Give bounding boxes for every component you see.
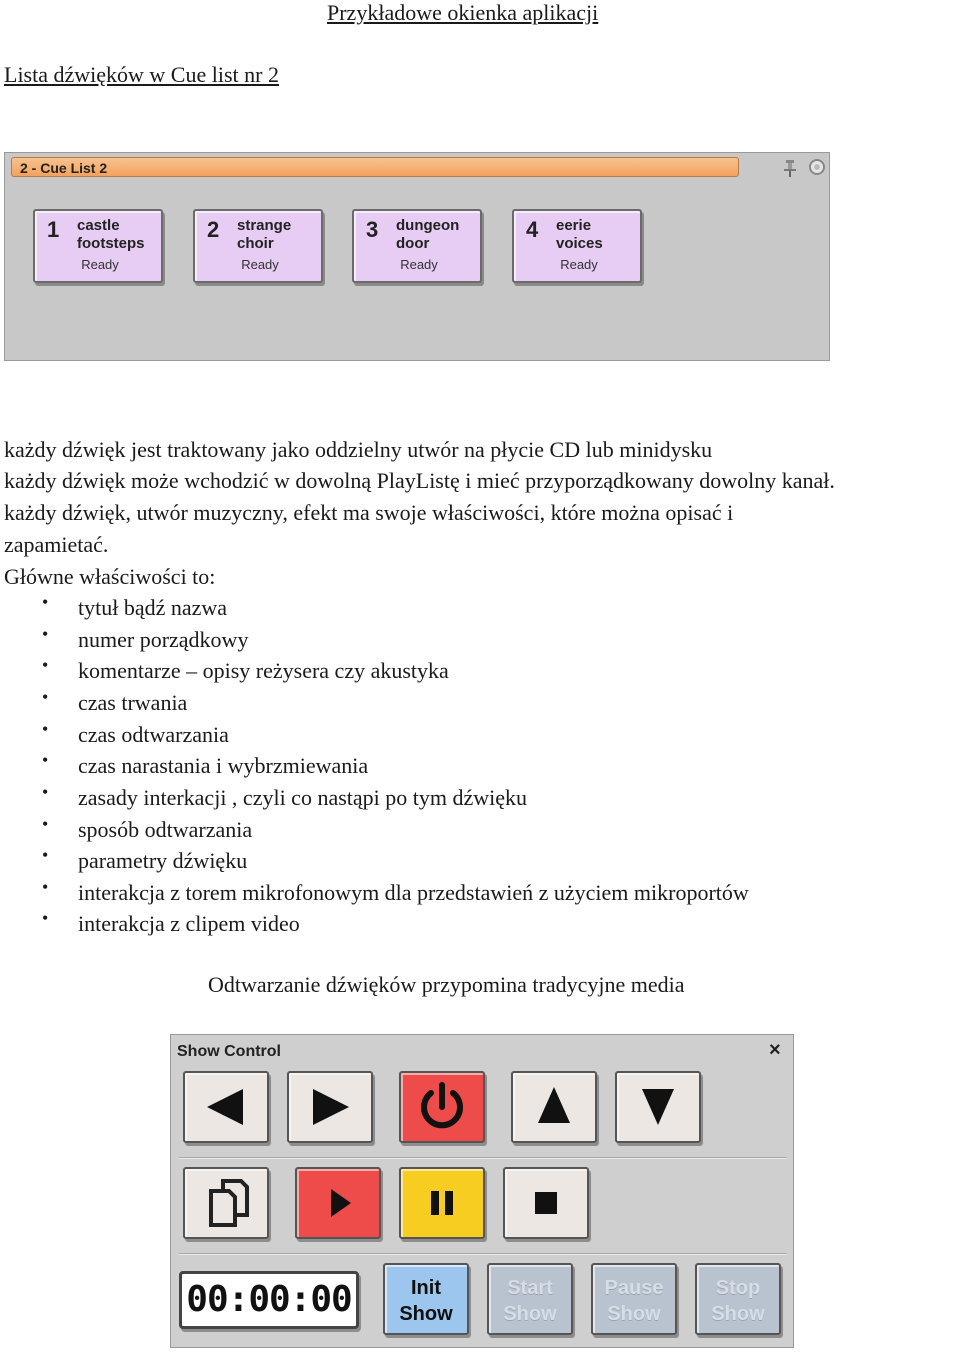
move-down-button[interactable] — [615, 1071, 701, 1143]
pin-icon[interactable] — [783, 159, 797, 177]
play-button[interactable] — [295, 1167, 381, 1239]
cue-card-4[interactable] — [512, 209, 642, 283]
cue-card-1[interactable] — [33, 209, 163, 283]
paragraph-line: każdy dźwięk może wchodzić w dowolną PlayListę i mieć przyporządkowany dowolny kanał. — [4, 468, 835, 493]
cue-status: Ready — [241, 257, 279, 272]
cue-number: 1 — [47, 217, 60, 242]
stop-show-button[interactable]: Stop Show — [695, 1263, 781, 1335]
bullet-icon: • — [42, 814, 49, 834]
cue-status: Ready — [400, 257, 438, 272]
stop-button[interactable] — [503, 1167, 589, 1239]
bullet-icon: • — [42, 877, 49, 897]
timer-display: 00:00:00 — [179, 1271, 359, 1329]
bullet-icon: • — [42, 908, 49, 928]
arrow-up-icon — [513, 1073, 595, 1141]
paragraph-line: każdy dźwięk, utwór muzyczny, efekt ma swoje właściwości, które można opisać i — [4, 500, 734, 525]
stop-icon — [505, 1169, 587, 1237]
pause-icon — [401, 1169, 483, 1237]
paragraph-line: zapamietać. — [4, 532, 109, 557]
cue-status: Ready — [560, 257, 598, 272]
arrow-right-icon — [289, 1073, 371, 1141]
cue-list-heading: Lista dźwięków w Cue list nr 2 — [4, 62, 279, 87]
init-show-button[interactable]: Init Show — [383, 1263, 469, 1335]
divider — [179, 1253, 787, 1255]
cue-number: 2 — [207, 217, 220, 242]
paragraph-line: każdy dźwięk jest traktowany jako oddzielny utwór na płycie CD lub minidysku — [4, 437, 713, 462]
cue-number: 3 — [366, 217, 379, 242]
cue-name: dungeon door — [396, 217, 460, 252]
show-control-window — [170, 1034, 794, 1348]
bullet-icon: • — [42, 655, 49, 675]
bullet-icon: • — [42, 624, 49, 644]
cue-list-title: 2 - Cue List 2 — [20, 160, 108, 176]
start-show-button[interactable]: Start Show — [487, 1263, 573, 1335]
cue-status: Ready — [81, 257, 119, 272]
bullet-icon: • — [42, 782, 49, 802]
divider — [179, 1157, 787, 1159]
cue-card-2[interactable] — [193, 209, 323, 283]
cue-list-window — [4, 152, 830, 361]
properties-heading: Główne właściwości to: — [4, 564, 216, 589]
copy-button[interactable] — [183, 1167, 269, 1239]
arrow-left-icon — [185, 1073, 267, 1141]
copy-pages-icon — [185, 1169, 267, 1237]
pause-show-button[interactable]: Pause Show — [591, 1263, 677, 1335]
move-up-button[interactable] — [511, 1071, 597, 1143]
previous-button[interactable] — [183, 1071, 269, 1143]
document-title: Przykładowe okienka aplikacji — [327, 0, 599, 25]
cue-name: castle footsteps — [77, 217, 145, 252]
next-button[interactable] — [287, 1071, 373, 1143]
cue-card-3[interactable] — [352, 209, 482, 283]
power-icon — [401, 1073, 483, 1141]
bullet-icon: • — [42, 719, 49, 739]
play-icon — [297, 1169, 379, 1237]
cue-list-titlebar[interactable] — [11, 157, 739, 177]
media-caption: Odtwarzanie dźwięków przypomina tradycyjne media — [208, 972, 685, 997]
close-icon[interactable]: × — [769, 1039, 781, 1061]
bullet-icon: • — [42, 592, 49, 612]
arrow-down-icon — [617, 1073, 699, 1141]
pause-button[interactable] — [399, 1167, 485, 1239]
bullet-icon: • — [42, 687, 49, 707]
cue-number: 4 — [526, 217, 539, 242]
window-menu-icon[interactable] — [809, 159, 825, 175]
bullet-icon: • — [42, 750, 49, 770]
cue-name: eerie voices — [556, 217, 603, 252]
show-control-title: Show Control — [177, 1043, 281, 1060]
cue-name: strange choir — [237, 217, 292, 252]
bullet-icon: • — [42, 845, 49, 865]
power-button[interactable] — [399, 1071, 485, 1143]
